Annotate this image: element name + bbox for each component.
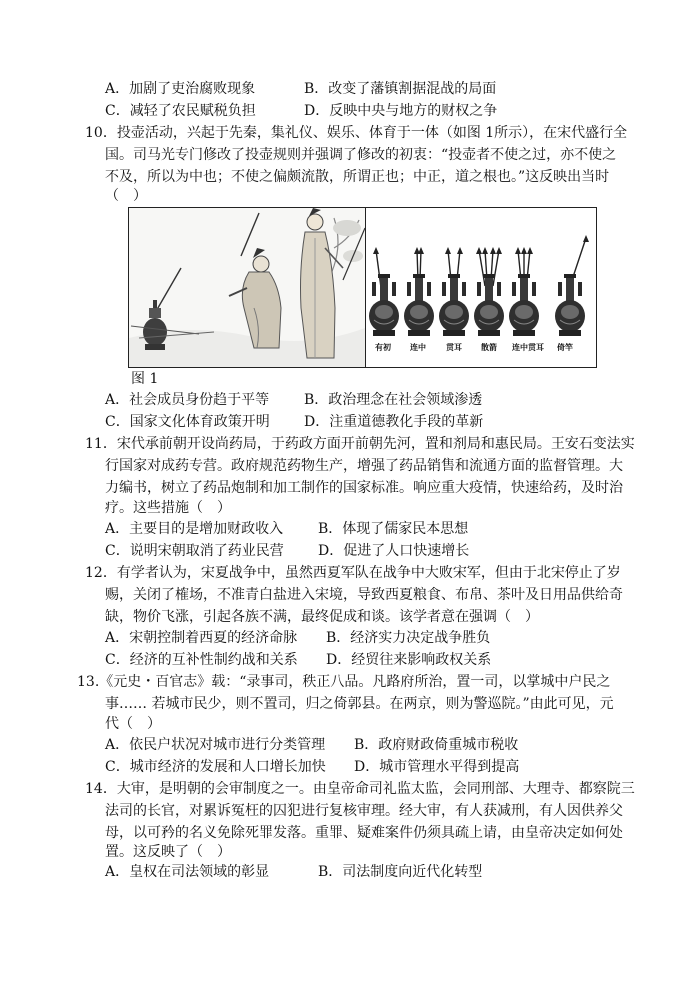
option-a: A．加剧了吏治腐败现象: [105, 81, 256, 97]
question-11-stem: 11．宋代承前朝开设尚药局，于药政方面开前朝先河，置和剂局和惠民局。王安石变法实: [85, 436, 635, 452]
question-10-stem: 不及，所以为中也；不使之偏颇流散，所谓正也；中正，道之根也。”这反映出当时: [105, 169, 610, 185]
option-b: B．政府财政倚重城市税收: [354, 737, 519, 753]
option-a: A．社会成员身份趋于平等: [105, 392, 270, 408]
question-13-stem: 13.《元史・百官志》载：“录事司，秩正八品。凡路府所治，置一司，以掌城中户民之: [77, 674, 611, 690]
pot-icons: [369, 235, 589, 336]
option-c: C．国家文化体育政策开明: [105, 414, 270, 430]
pot-label: 贯耳: [446, 343, 462, 352]
option-b: B．改变了藩镇割据混战的局面: [304, 81, 497, 97]
question-10-stem: （ ）: [105, 188, 147, 204]
pot-label: 连中贯耳: [512, 343, 544, 352]
pot-label: 倚竿: [557, 343, 573, 352]
question-12-stem: 赐，关闭了榷场，不准青白盐进入宋境，导致西夏粮食、布帛、茶叶及日用品供给奇: [105, 587, 623, 603]
touhu-figure: [128, 207, 597, 368]
pot-icon: [369, 247, 399, 336]
touhu-pots-diagram: [366, 208, 596, 367]
pot-label: 散箭: [481, 343, 497, 352]
touhu-painting: [129, 208, 366, 367]
question-13-stem: 代（ ）: [105, 716, 161, 732]
question-11-stem: 疗。这些措施（ ）: [105, 500, 231, 516]
pot-icon: [555, 235, 589, 336]
pot-label: 连中: [410, 343, 426, 352]
pot-icon: [404, 247, 434, 336]
option-d: D．城市管理水平得到提高: [354, 759, 520, 775]
question-14-stem: 置。这反映了（ ）: [105, 844, 231, 860]
pot-label: 有初: [375, 343, 391, 352]
option-d: D．注重道德教化手段的革新: [304, 414, 484, 430]
question-12-stem: 缺，物价飞涨，引起各族不满，最终促成和谈。该学者意在强调（ ）: [105, 609, 539, 625]
option-b: B．司法制度向近代化转型: [318, 864, 483, 880]
question-14-stem: 母，以可矜的名义免除死罪发落。重罪、疑难案件仍须具疏上请，由皇帝决定如何处: [105, 825, 623, 841]
option-c: C．减轻了农民赋税负担: [105, 103, 256, 119]
option-c: C．说明宋朝取消了药业民营: [105, 543, 284, 559]
question-11-stem: 力编书，树立了药品炮制和加工制作的国家标准。响应重大疫情，快速给药，及时治: [105, 480, 623, 496]
pot-icon: [509, 247, 539, 336]
question-12-stem: 12．有学者认为，宋夏战争中，虽然西夏军队在战争中大败宋军，但由于北宋停止了岁: [85, 565, 621, 581]
option-c: C．城市经济的发展和人口增长加快: [105, 759, 326, 775]
question-14-stem: 法司的长官，对累诉冤枉的囚犯进行复核审理。经大审，有人获减刑，有人因供养父: [105, 803, 623, 819]
option-a: A．依民户状况对城市进行分类管理: [105, 737, 326, 753]
question-11-stem: 行国家对成药专营。政府规范药物生产，增强了药品销售和流通方面的监督管理。大: [105, 458, 623, 474]
option-d: D．经贸往来影响政权关系: [326, 652, 492, 668]
pot-icon: [474, 247, 504, 336]
question-10-stem: 10．投壶活动，兴起于先秦，集礼仪、娱乐、体育于一体（如图 1所示），在宋代盛行全: [85, 125, 628, 141]
question-13-stem: 事…… 若城市民少，则不置司，归之倚郭县。在两京，则为警巡院。”由此可见，元: [105, 696, 614, 712]
question-10-stem: 国。司马光专门修改了投壶规则并强调了修改的初衷：“投壶者不使之过，亦不使之: [105, 147, 617, 163]
option-a: A．主要目的是增加财政收入: [105, 521, 284, 537]
option-c: C．经济的互补性制约战和关系: [105, 652, 298, 668]
option-a: A．宋朝控制着西夏的经济命脉: [105, 630, 298, 646]
pot-icon: [439, 247, 469, 336]
option-b: B．体现了儒家民本思想: [318, 521, 469, 537]
option-a: A．皇权在司法领域的彰显: [105, 864, 270, 880]
option-b: B．经济实力决定战争胜负: [326, 630, 491, 646]
option-d: D．促进了人口快速增长: [318, 543, 470, 559]
option-b: B．政治理念在社会领域渗透: [304, 392, 483, 408]
figure-caption: 图 1: [131, 371, 159, 387]
question-14-stem: 14．大审，是明朝的会审制度之一。由皇帝命司礼监太监，会同刑部、大理寺、都察院三: [85, 781, 635, 797]
option-d: D．反映中央与地方的财权之争: [304, 103, 498, 119]
